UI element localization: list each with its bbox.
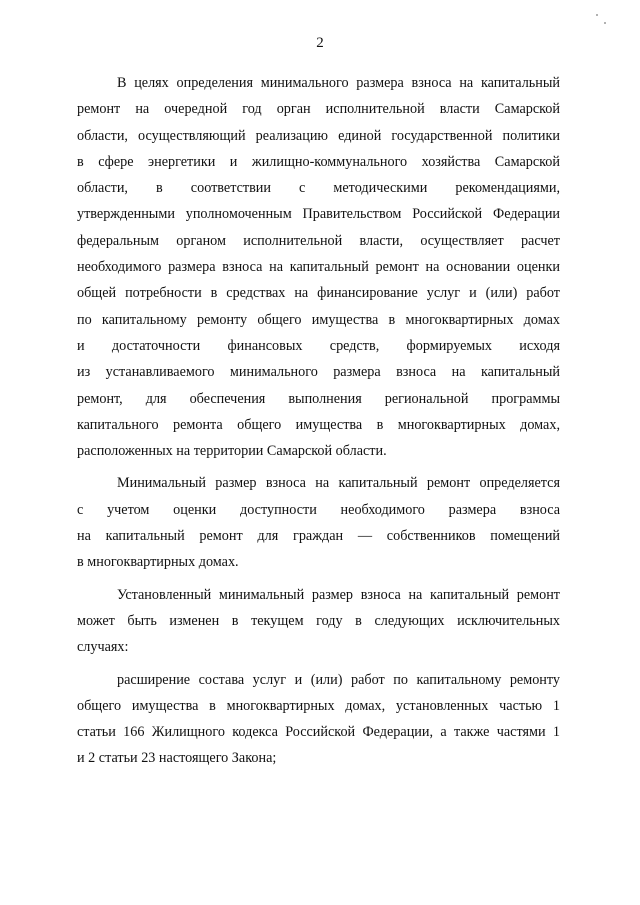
paragraph-exceptional-cases bbox=[77, 582, 560, 661]
text-line: общей потребности в средствах на финансирование услуг и (или) работ bbox=[77, 285, 560, 302]
text-line: может быть изменен в текущем году в следующих исключительных bbox=[77, 612, 560, 629]
text-line: и достаточности финансовых средств, формируемых исходя bbox=[77, 337, 560, 354]
page-number: 2 bbox=[316, 35, 324, 51]
text-line: на капитальный ремонт для граждан — собственников помещений bbox=[77, 528, 560, 545]
text-line: расположенных на территории Самарской области. bbox=[77, 443, 387, 460]
scan-speck bbox=[596, 14, 598, 16]
text-line: В целях определения минимального размера взноса на капитальный bbox=[117, 75, 560, 91]
text-line: ремонт, для обеспечения выполнения региональной программы bbox=[77, 390, 560, 407]
text-line: области, в соответствии с методическими рекомендациями, bbox=[77, 180, 560, 197]
scan-speck bbox=[604, 22, 606, 24]
document-body bbox=[77, 70, 560, 772]
text-line: в многоквартирных домах. bbox=[77, 554, 239, 571]
paragraph-scope-expansion bbox=[77, 667, 560, 772]
paragraph-minimum-contribution bbox=[77, 470, 560, 575]
text-line: расширение состава услуг и (или) работ по капитальному ремонту bbox=[117, 671, 560, 688]
text-line: статьи 166 Жилищного кодекса Российской Федерации, а также частями 1 bbox=[77, 724, 560, 741]
paragraph-capital-repair-calculation bbox=[77, 70, 560, 464]
text-line: капитального ремонта общего имущества в многоквартирных домах, bbox=[77, 416, 560, 433]
text-line: из устанавливаемого минимального размера взноса на капитальный bbox=[77, 364, 560, 381]
text-line: утвержденными уполномоченным Правительством Российской Федерации bbox=[77, 206, 560, 223]
text-line: области, осуществляющий реализацию единой государственной политики bbox=[77, 127, 560, 144]
text-line: по капитальному ремонту общего имущества в многоквартирных домах bbox=[77, 311, 560, 328]
text-line: случаях: bbox=[77, 639, 129, 656]
text-line: федеральным органом исполнительной власти, осуществляет расчет bbox=[77, 232, 560, 249]
text-line: необходимого размера взноса на капитальный ремонт на основании оценки bbox=[77, 259, 560, 276]
text-line: общего имущества в многоквартирных домах, установленных частью 1 bbox=[77, 697, 560, 714]
text-line: Установленный минимальный размер взноса на капитальный ремонт bbox=[117, 586, 560, 603]
text-line: ремонт на очередной год орган исполнительной власти Самарской bbox=[77, 101, 560, 118]
text-line: с учетом оценки доступности необходимого размера взноса bbox=[77, 501, 560, 518]
text-line: и 2 статьи 23 настоящего Закона; bbox=[77, 750, 277, 767]
text-line: Минимальный размер взноса на капитальный ремонт определяется bbox=[117, 475, 560, 492]
text-line: в сфере энергетики и жилищно-коммунального хозяйства Самарской bbox=[77, 153, 560, 170]
